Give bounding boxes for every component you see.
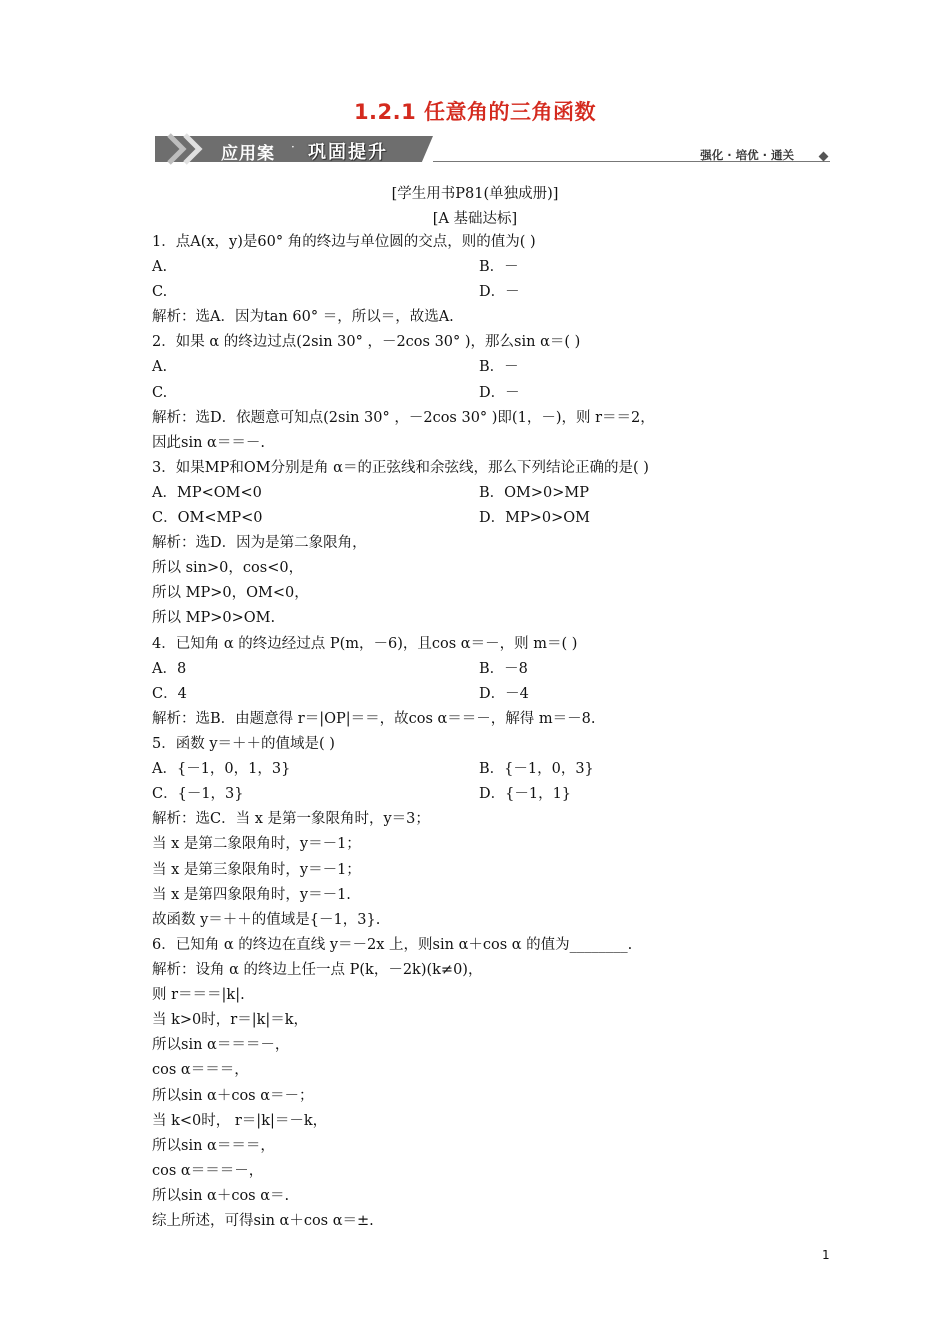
text-line: 5．函数 y＝＋＋的值域是( ) [152,736,335,752]
text-line: 当 k<0时， r＝|k|＝－k， [152,1113,328,1129]
banner-tagline: 强化 · 培优 · 通关 [700,148,794,162]
text-line: D．{－1，1} [479,786,572,802]
text-line: A. [152,259,168,275]
text-line: 解析：选B．由题意得 r＝|OP|＝＝，故cos α＝＝－，解得 m＝－8. [152,711,596,727]
text-line: cos α＝＝＝－， [152,1163,264,1179]
text-line: B．－8 [479,661,528,677]
text-line: 当 x 是第三象限角时，y＝－1； [152,862,361,878]
text-line: C. [152,284,168,300]
chevron-double-icon [165,132,215,166]
section-label: [A 基础达标] [432,211,518,227]
text-line: 所以 MP>0>OM. [152,610,276,626]
banner-separator: · [291,140,295,154]
text-line: A．8 [152,661,187,677]
text-line: B．OM>0>MP [479,485,590,501]
page-number: 1 [822,1248,830,1262]
text-line: A．MP<OM<0 [152,485,262,501]
text-line: 4．已知角 α 的终边经过点 P(m，－6)，且cos α＝－，则 m＝( ) [152,636,578,652]
text-line: 当 k>0时，r＝|k|＝k， [152,1012,309,1028]
text-line: 当 x 是第四象限角时，y＝－1. [152,887,351,903]
text-line: 综上所述，可得sin α＋cos α＝±. [152,1213,374,1229]
text-line: C. [152,385,168,401]
text-line: 所以sin α＝＝＝－， [152,1037,290,1053]
section-banner [155,130,830,168]
text-line: 2．如果 α 的终边过点(2sin 30° ，－2cos 30° )，那么sin α＝( ) [152,334,581,350]
text-line: B．－ [479,259,519,275]
text-line: C．{－1，3} [152,786,244,802]
text-line: B．{－1，0，3} [479,761,594,777]
text-line: D．－4 [479,686,529,702]
text-line: D．－ [479,385,520,401]
text-line: 所以sin α＝＝＝， [152,1138,275,1154]
text-line: D．－ [479,284,520,300]
diamond-icon [819,152,829,162]
banner-label-consolidate: 巩固提升 [308,142,388,163]
text-line: D．MP>0>OM [479,510,590,526]
text-line: C．OM<MP<0 [152,510,263,526]
text-line: C．4 [152,686,187,702]
text-line: 所以sin α＋cos α＝. [152,1188,290,1204]
text-line: cos α＝＝＝， [152,1062,249,1078]
text-line: 1．点A(x，y)是60° 角的终边与单位圆的交点，则的值为( ) [152,234,536,250]
text-line: 所以sin α＋cos α＝－； [152,1088,314,1104]
text-line: A. [152,359,168,375]
page-title: 1.2.1 任意角的三角函数 [353,100,597,124]
text-line: 当 x 是第二象限角时，y＝－1； [152,836,361,852]
text-line: 解析：选C．当 x 是第一象限角时，y＝3； [152,811,430,827]
text-line: 6．已知角 α 的终边在直线 y＝－2x 上，则sin α＋cos α 的值为________. [152,937,633,953]
banner-label-apply: 应用案 [221,144,275,164]
text-line: A．{－1，0，1，3} [152,761,291,777]
text-line: 因此sin α＝＝－. [152,435,265,451]
text-line: 解析：选A．因为tan 60° ＝，所以＝，故选A. [152,309,454,325]
text-line: 故函数 y＝＋＋的值域是{－1，3}. [152,912,381,928]
text-line: 解析：选D．依题意可知点(2sin 30° ，－2cos 30° )即(1，－)，则 r＝＝2， [152,410,655,426]
text-line: B．－ [479,359,519,375]
text-line: 所以 sin>0，cos<0， [152,560,304,576]
text-line: 3．如果MP和OM分别是角 α＝的正弦线和余弦线，那么下列结论正确的是( ) [152,460,649,476]
text-line: 所以 MP>0，OM<0， [152,585,309,601]
text-line: 解析：设角 α 的终边上任一点 P(k，－2k)(k≠0)， [152,962,483,978]
text-line: 解析：选D．因为是第二象限角， [152,535,367,551]
source-note: [学生用书P81(单独成册)] [391,186,559,202]
text-line: 则 r＝＝＝|k|. [152,987,245,1003]
